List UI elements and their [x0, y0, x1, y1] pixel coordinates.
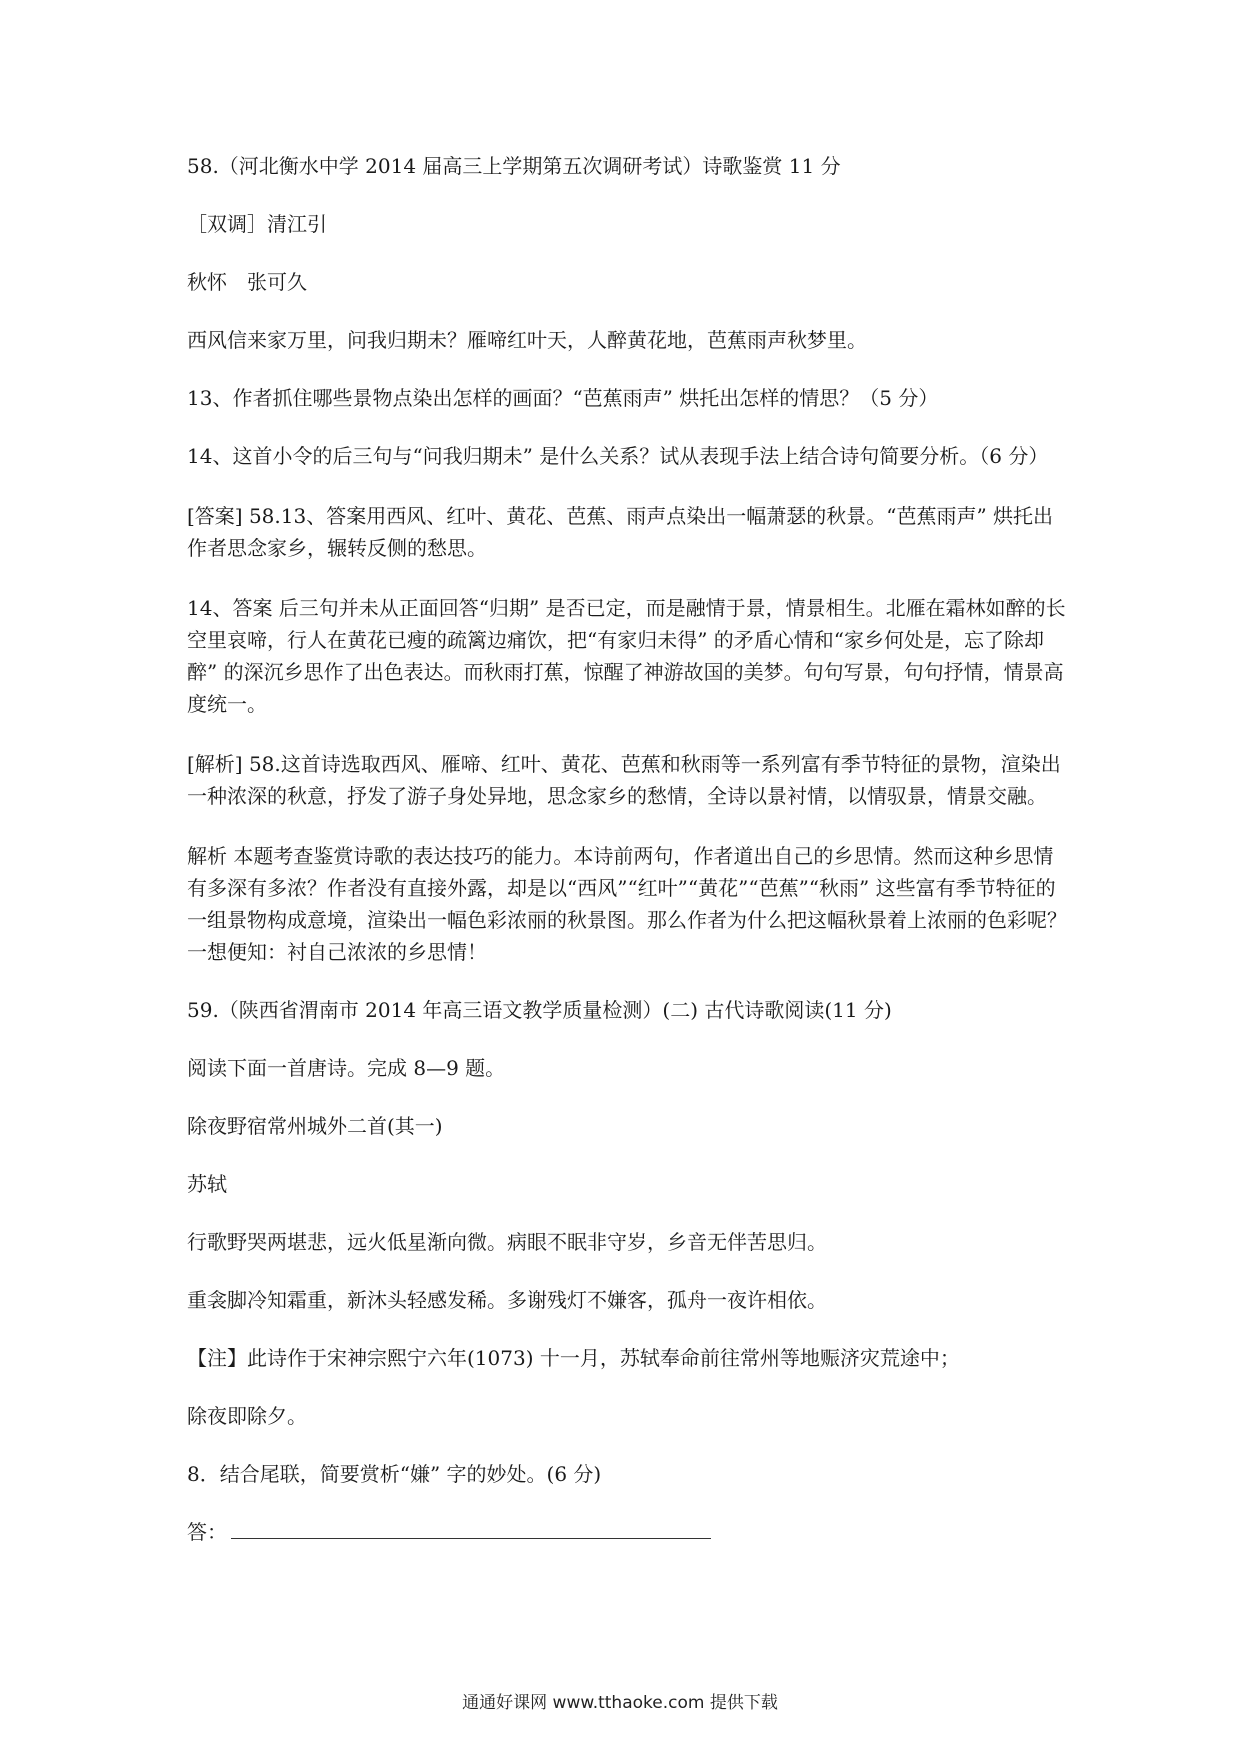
q59-header: 59.（陕西省渭南市 2014 年高三语文教学质量检测）(二) 古代诗歌阅读(11 分): [187, 998, 892, 1022]
document-body: [187, 150, 1067, 1548]
q59-poem-title: 除夜野宿常州城外二首(其一): [187, 1114, 443, 1138]
q58-header: 58.（河北衡水中学 2014 届高三上学期第五次调研考试）诗歌鉴赏 11 分: [187, 154, 841, 178]
q58-question-13: 13、作者抓住哪些景物点染出怎样的画面？“芭蕉雨声” 烘托出怎样的情思？（5 分）: [187, 386, 939, 410]
q59-note-2: 除夜即除夕。: [187, 1404, 307, 1428]
q59-instruction: 阅读下面一首唐诗。完成 8—9 题。: [187, 1056, 506, 1080]
q58-tune: ［双调］清江引: [187, 212, 327, 236]
q59-poem-author: 苏轼: [187, 1172, 227, 1196]
q58-question-14: 14、这首小令的后三句与“问我归期未” 是什么关系？试从表现手法上结合诗句简要分析。（6 分）: [187, 444, 1049, 468]
q58-poem: 西风信来家万里，问我归期未？雁啼红叶天，人醉黄花地，芭蕉雨声秋梦里。: [187, 328, 867, 352]
q58-answer-14: 14、答案 后三句并未从正面回答“归期” 是否已定，而是融情于景，情景相生。北雁在霜林如醉的长空里哀啼，行人在黄花已瘦的疏篱边痛饮，把“有家归未得” 的矛盾心情和“家乡何处是，忘了除却醉” 的深沉乡思作了出色表达。而秋雨打蕉，惊醒了神游故国的美梦。句句写景，句句抒情，情景高度统一。: [187, 596, 1066, 716]
q58-analysis-1: [解析] 58.这首诗选取西风、雁啼、红叶、黄花、芭蕉和秋雨等一系列富有季节特征的景物，渲染出一种浓深的秋意，抒发了游子身处异地，思念家乡的愁情，全诗以景衬情，以情驭景，情景交融。: [187, 752, 1061, 808]
q58-analysis-2: 解析 本题考查鉴赏诗歌的表达技巧的能力。本诗前两句，作者道出自己的乡思情。然而这种乡思情有多深有多浓？作者没有直接外露，却是以“西风”“红叶”“黄花”“芭蕉”“秋雨” 这些富有季节特征的一组景物构成意境，渲染出一幅色彩浓丽的秋景图。那么作者为什么把这幅秋景着上浓丽的色彩呢？一想便知：衬自己浓浓的乡思情！: [187, 844, 1067, 964]
answer-label: 答：: [187, 1520, 227, 1544]
q58-title-author: 秋怀 张可久: [187, 270, 307, 294]
q59-note: 【注】此诗作于宋神宗熙宁六年(1073) 十一月，苏轼奉命前往常州等地赈济灾荒途中；: [187, 1346, 960, 1370]
q59-answer-row: [187, 1516, 1067, 1548]
q59-question-8: 8．结合尾联，简要赏析“嫌” 字的妙处。(6 分): [187, 1462, 602, 1486]
q58-answer-13: [答案] 58.13、答案用西风、红叶、黄花、芭蕉、雨声点染出一幅萧瑟的秋景。“芭蕉雨声” 烘托出作者思念家乡，辗转反侧的愁思。: [187, 504, 1054, 560]
answer-blank-line[interactable]: [231, 1518, 711, 1539]
page-footer: 通通好课网 www.tthaoke.com 提供下载: [462, 1693, 778, 1713]
q59-poem-line-1: 行歌野哭两堪悲，远火低星渐向微。病眼不眠非守岁，乡音无伴苦思归。: [187, 1230, 827, 1254]
q59-poem-line-2: 重衾脚冷知霜重，新沐头轻感发稀。多谢残灯不嫌客，孤舟一夜许相依。: [187, 1288, 827, 1312]
